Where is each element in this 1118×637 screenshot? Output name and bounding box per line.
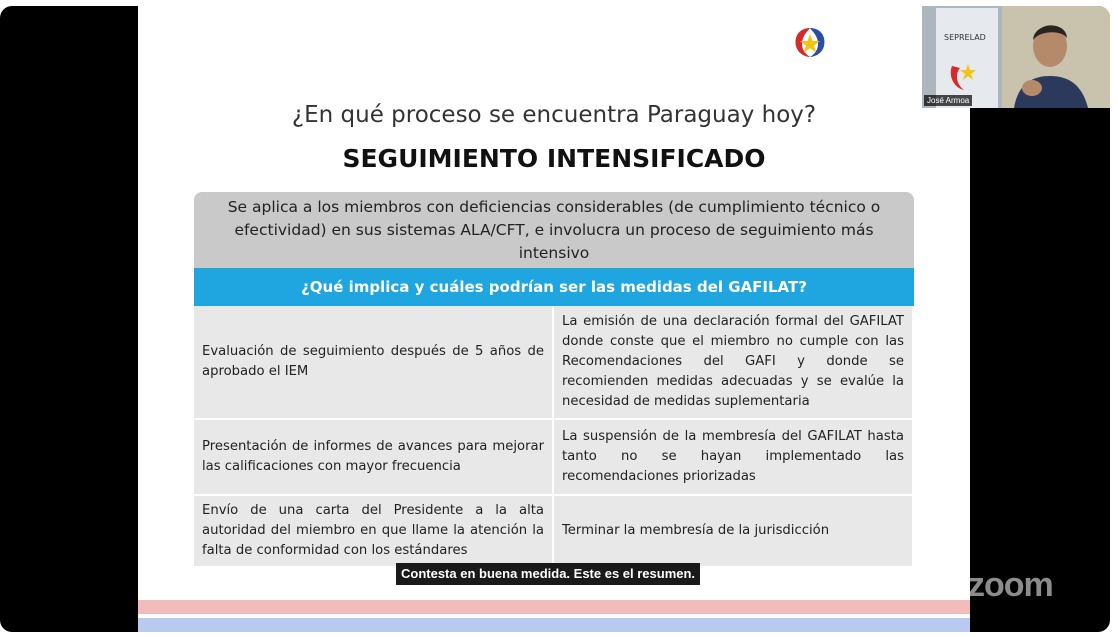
presentation-slide <box>138 6 970 632</box>
stripe-blue <box>138 618 970 632</box>
paraguay-emblem-icon <box>790 24 830 60</box>
summary-box <box>194 192 914 268</box>
flag-stripes <box>138 592 970 632</box>
stripe-red <box>138 600 970 614</box>
slide-subtitle: ¿En qué proceso se encuentra Paraguay hoy? <box>291 102 817 128</box>
background-sign-text: SEPRELAD <box>944 33 986 42</box>
measures-table <box>194 306 914 568</box>
live-caption: Contesta en buena medida. Este es el resumen. <box>396 563 700 585</box>
zoom-watermark: zoom <box>968 566 1053 604</box>
table-cell: Terminar la membresía de la jurisdicción <box>554 496 914 568</box>
slide-title: SEGUIMIENTO INTENSIFICADO <box>342 144 766 173</box>
table-cell: La suspensión de la membresía del GAFILAT hasta tanto no se hayan implementado las recomendaciones priorizadas <box>554 420 914 496</box>
participant-video <box>922 6 1110 108</box>
table-cell: Envío de una carta del Presidente a la alta autoridad del miembro en que llame la atención la falta de conformidad con los estándares <box>194 496 554 568</box>
table-cell: Evaluación de seguimiento después de 5 años de aprobado el IEM <box>194 306 554 420</box>
table-cell: Presentación de informes de avances para mejorar las calificaciones con mayor frecuencia <box>194 420 554 496</box>
participant-name: José Armoa <box>924 95 972 106</box>
table-cell: La emisión de una declaración formal del GAFILAT donde conste que el miembro no cumple con las Recomendaciones del GAFI y donde se recomienden medidas adecuadas y se evalúe la necesidad de medidas suplementaria <box>554 306 914 420</box>
summary-text: Se aplica a los miembros con deficiencias considerables (de cumplimiento técnico o efectividad) en sus sistemas ALA/CFT, e involucra un proceso de seguimiento más intensivo <box>227 197 881 262</box>
screen-share-frame <box>0 6 1110 632</box>
participant-video-tile[interactable] <box>922 6 1110 108</box>
question-text: ¿Qué implica y cuáles podrían ser las medidas del GAFILAT? <box>301 278 807 296</box>
question-bar <box>194 268 914 306</box>
